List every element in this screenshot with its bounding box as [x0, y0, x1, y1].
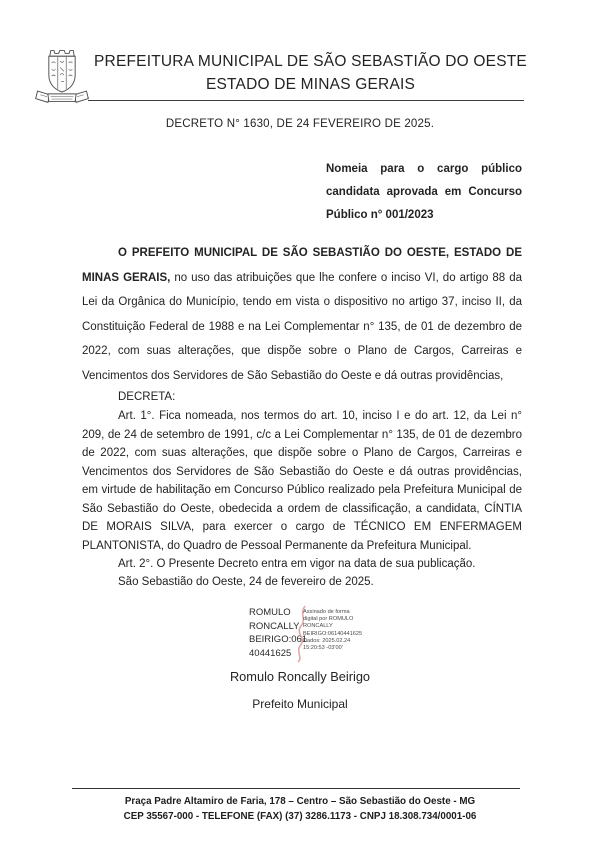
decree-heading: DECRETO N° 1630, DE 24 FEVEREIRO DE 2025.	[165, 118, 435, 130]
digital-signature-stamp	[249, 606, 409, 662]
digital-signature-details	[303, 609, 389, 652]
signer-title: Prefeito Municipal	[252, 697, 348, 711]
document-header	[0, 0, 600, 106]
preamble-paragraph	[82, 241, 522, 388]
document-footer	[0, 788, 600, 824]
sig-name-line: ROMULO	[249, 607, 291, 618]
sig-name-line: 40441625	[249, 647, 292, 659]
sig-detail-line: BEIRIGO:06140441625	[303, 630, 363, 637]
header-titles	[91, 44, 530, 96]
place-date-line: São Sebastião do Oeste, 24 de fevereiro de 2025.	[118, 576, 374, 588]
sig-detail-line: Dados: 2025.02.24	[303, 637, 351, 644]
state-title: ESTADO DE MINAS GERAIS	[205, 76, 416, 93]
footer-address-line: Praça Padre Altamiro de Faria, 178 – Centro – São Sebastião do Oeste - MG	[124, 796, 476, 807]
preamble-rest-span: no uso das atribuições que lhe confere o inciso VI, do artigo 88 da Lei da Orgânica do Município, tendo em vista o dispositivo no artigo 37, inciso II, da Constituição Federal de 1988 e na Lei Complementar n° 135, de 01 de dezembro de 2022, com suas alterações, que dispõe sobre o Plano de Cargos, Carreiras e Vencimentos dos Servidores de São Sebastião do Oeste e dá outras providências,	[82, 271, 522, 382]
sig-name-line: BEIRIGO:061	[249, 634, 308, 645]
signature-area	[0, 606, 600, 711]
sig-detail-line: 15:20:53 -03'00'	[303, 645, 343, 652]
footer-contact-line: CEP 35567-000 - TELEFONE (FAX) (37) 3286.1173 - CNPJ 18.308.734/0001-06	[123, 811, 477, 822]
footer-text	[0, 794, 600, 824]
preamble-bold-span: O PREFEITO MUNICIPAL DE SÃO SEBASTIÃO DO OESTE, ESTADO DE MINAS GERAIS,	[82, 247, 522, 284]
decree-epigraph: Nomeia para o cargo público candidata aprovada em Concurso Público n° 001/2023	[326, 163, 522, 221]
coat-of-arms-icon	[33, 44, 91, 108]
municipality-title: PREFEITURA MUNICIPAL DE SÃO SEBASTIÃO DO OESTE	[94, 53, 527, 70]
sig-detail-line: digital por ROMULO	[303, 616, 354, 623]
footer-divider	[72, 788, 520, 789]
sig-detail-line: RONCALLY	[303, 623, 333, 630]
signer-name: Romulo Roncally Beirigo	[229, 669, 371, 684]
sig-name-line: RONCALLY	[249, 620, 300, 632]
decree-body	[82, 241, 522, 591]
header-divider	[88, 100, 524, 101]
article-1-paragraph: Art. 1°. Fica nomeada, nos termos do art. 10, inciso I e do art. 12, da Lei n° 209, de 24 de setembro de 1991, c/c a Lei Complementar n° 135, de 01 de dezembro de 2022, com suas alterações, que dispõe sobre o Plano de Cargos, Carreiras e Vencimentos dos Servidores de São Sebastião do Oeste e dá outras providências, em virtude de habilitação em Concurso Público realizado pela Prefeitura Municipal de São Sebastião do Oeste, obedecida a ordem de classificação, a candidata, CÍNTIA DE MORAIS SILVA, para exercer o cargo de TÉCNICO EM ENFERMAGEM PLANTONISTA, do Quadro de Pessoal Permanente da Prefeitura Municipal.	[82, 410, 522, 552]
article-2-paragraph: Art. 2°. O Presente Decreto entra em vigor na data de sua publicação.	[118, 558, 476, 570]
decreta-line: DECRETA:	[118, 391, 176, 403]
sig-detail-line: Assinado de forma	[303, 609, 350, 615]
